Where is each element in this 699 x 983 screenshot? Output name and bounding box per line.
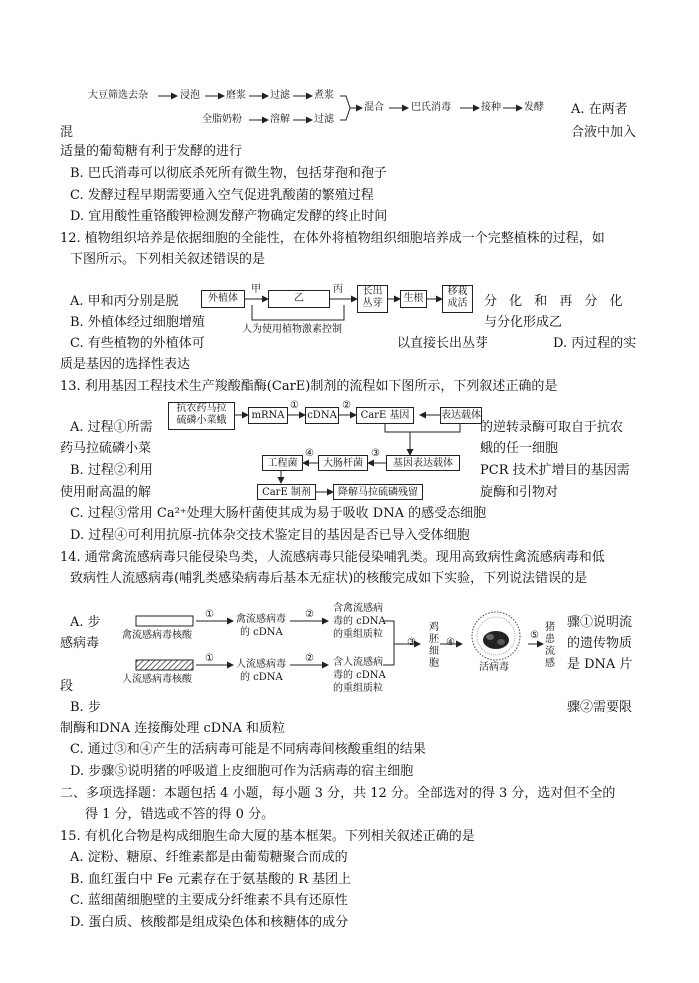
fig1-step-dissolve: 溶解 <box>270 114 290 125</box>
q13-box-source <box>168 402 235 430</box>
section2-heading-line1: 二、多项选择题：本题包括 4 小题，每小题 3 分，共 12 分。全部选对的得 3 分，选对但不全的 <box>60 786 616 801</box>
q14-step-1-bottom: ① <box>205 653 214 664</box>
q15-option-a: A. 淀粉、糖原、纤维素都是由葡萄糖聚合而成的 <box>70 850 348 865</box>
q14-human-nucleic-acid: 人流感病毒核酸 <box>122 674 192 685</box>
fig1-step-milk: 全脂奶粉 <box>202 114 242 125</box>
q12-box-yi: 乙 <box>268 290 330 308</box>
q11-option-a-part4: 适量的葡萄糖有利于发酵的进行 <box>60 144 243 159</box>
q14-option-a-part1: A. 步 <box>70 615 101 630</box>
q14-bird-plasmid-line1: 含禽流感病 <box>333 603 383 614</box>
fig1-step-filter1: 过滤 <box>270 90 290 101</box>
q12-box-roots: 生根 <box>400 290 427 308</box>
fig1-step-boil: 煮浆 <box>314 90 334 101</box>
q12-label-bing: 丙 <box>333 284 343 295</box>
q14-chick-cell-3: 细 <box>429 646 439 657</box>
q14-step-3: ③ <box>407 637 416 648</box>
q13-option-b-part3: 使用耐高温的解 <box>60 485 152 500</box>
q12-option-a-part1: A. 甲和丙分别是脱 <box>70 294 179 309</box>
q12-box-transplant <box>442 285 473 313</box>
q14-chick-cell-4: 胞 <box>429 658 439 669</box>
q14-human-plasmid-line1: 含人流感病 <box>333 657 383 668</box>
fig1-step-inoculate: 接种 <box>481 102 501 113</box>
q12-box-explant: 外植体 <box>201 290 245 308</box>
q13-option-b-part2: PCR 技术扩增目的基因需 <box>480 463 630 478</box>
q14-step-2-top: ② <box>305 609 314 620</box>
q14-pig-flu-4: 感 <box>545 658 555 669</box>
q14-option-a-part4: 的遗传物质 <box>567 636 633 651</box>
q12-option-b-part1: B. 外植体经过细胞增殖 <box>70 315 205 330</box>
q14-human-cdna-line1: 人流感病毒 <box>236 659 286 670</box>
q12-stem-line1: 12. 植物组织培养是依据细胞的全能性，在体外将植物组织细胞培养成一个完整植株的过程，如 <box>60 231 605 246</box>
q12-box-shoots <box>357 285 388 313</box>
fig1-step-mix: 混合 <box>364 102 384 113</box>
q14-stem-line2: 致病性人流感病毒(哺乳类感染病毒后基本无症状)的核酸完成如下实验，下列说法错误的是 <box>70 571 588 586</box>
q13-box-care-preparation: CarE 制剂 <box>257 484 316 500</box>
q15-stem: 15. 有机化合物是构成细胞生命大厦的基本框架。下列相关叙述正确的是 <box>60 829 475 844</box>
q12-option-a-part2: 分 化 和 再 分 化 <box>484 294 627 309</box>
q14-option-c: C. 通过③和④产生的活病毒可能是不同病毒间核酸重组的结果 <box>70 742 426 757</box>
q13-step-1: ① <box>290 400 299 411</box>
q14-bird-plasmid-line3: 的重组质粒 <box>333 629 383 640</box>
q14-pig-flu-3: 流 <box>545 646 555 657</box>
q13-box-mrna: mRNA <box>248 407 288 424</box>
q14-bird-plasmid-line2: 毒的 cDNA <box>333 616 386 627</box>
q14-option-b-part2: 骤②需要限 <box>567 700 633 715</box>
q14-chick-cell-1: 鸡 <box>429 622 439 633</box>
q14-human-cdna-line2: 的 cDNA <box>240 672 283 683</box>
q13-step-4: ④ <box>305 448 314 459</box>
q12-hormone-note: 人为使用植物激素控制 <box>242 324 342 335</box>
fig1-step-soybean: 大豆筛选去杂 <box>88 90 148 101</box>
q13-box-expression-vector: 基因表达载体 <box>386 455 460 471</box>
q14-option-a-part5: 是 DNA 片 <box>567 657 633 672</box>
q13-box-source-line2: 硫磷小菜蛾 <box>176 415 227 426</box>
q13-box-care-gene: CarE 基因 <box>356 407 414 424</box>
q11-option-a-part1: A. 在两者 <box>571 102 628 117</box>
q12-option-d-part1: D. 丙过程的实 <box>553 336 637 351</box>
q11-option-a-part3: 合液中加入 <box>571 125 637 140</box>
section2-heading-line2: 得 1 分，错选或不答的得 0 分。 <box>85 807 275 822</box>
q13-option-a-part2: 的逆转录酶可取自于抗农 <box>480 420 624 435</box>
q14-option-b-part1: B. 步 <box>70 700 101 715</box>
fig1-step-ferment: 发酵 <box>524 102 544 113</box>
fig1-step-grind: 磨浆 <box>226 90 246 101</box>
q12-box-transplant-line1: 移栽 <box>447 286 468 297</box>
q11-option-d: D. 宜用酸性重铬酸钾检测发酵产物确定发酵的终止时间 <box>70 209 388 224</box>
q13-step-3: ③ <box>371 448 380 459</box>
q14-step-4: ④ <box>446 637 455 648</box>
q13-box-vector: 表达载体 <box>440 407 482 424</box>
live-virus-icon <box>472 612 520 660</box>
q13-box-degradation: 降解马拉硫磷残留 <box>333 484 423 500</box>
q12-label-jia: 甲 <box>251 284 261 295</box>
q13-option-a-part3: 药马拉硫磷小菜 <box>60 441 152 456</box>
q14-option-d: D. 步骤⑤说明猪的呼吸道上皮细胞可作为活病毒的宿主细胞 <box>70 764 414 779</box>
q14-option-a-part6: 段 <box>60 679 74 694</box>
q15-option-c: C. 蓝细菌细胞壁的主要成分纤维素不具有还原性 <box>70 893 348 908</box>
q15-option-b: B. 血红蛋白中 Fe 元素存在于氨基酸的 R 基团上 <box>70 872 352 887</box>
q14-step-2-bottom: ② <box>305 653 314 664</box>
q11-option-a-part2: 混 <box>60 125 74 140</box>
q12-stem-line2: 下图所示。下列相关叙述错误的是 <box>70 252 266 267</box>
q12-option-c-part2: 以直接长出丛芽 <box>397 336 489 351</box>
q13-box-engineered: 工程菌 <box>262 455 303 471</box>
q14-pig-flu-1: 猪 <box>545 622 555 633</box>
q12-option-b-part2: 与分化形成乙 <box>484 315 563 330</box>
q12-box-shoots-line1: 长出 <box>362 286 383 297</box>
q14-bird-cdna-line1: 禽流感病毒 <box>236 614 286 625</box>
q13-option-a-part1: A. 过程①所需 <box>70 420 153 435</box>
fig1-step-soak: 浸泡 <box>180 90 200 101</box>
q13-step-2: ② <box>342 400 351 411</box>
q13-box-cdna: cDNA <box>305 407 339 424</box>
q14-human-plasmid-line3: 的重组质粒 <box>333 683 383 694</box>
q13-option-a-part4: 蛾的任一细胞 <box>480 441 559 456</box>
q14-step-5: ⑤ <box>530 630 539 641</box>
q12-box-shoots-line2: 丛芽 <box>362 298 383 309</box>
q14-step-1-top: ① <box>205 609 214 620</box>
q13-option-d: D. 过程④可利用抗原-抗体杂交技术鉴定目的基因是否已导入受体细胞 <box>70 528 470 543</box>
q12-option-c-part1: C. 有些植物的外植体可 <box>70 336 205 351</box>
q14-option-a-part3: 感病毒 <box>60 636 100 651</box>
q14-option-a-part2: 骤①说明流 <box>567 615 633 630</box>
q13-option-c: C. 过程③常用 Ca²⁺处理大肠杆菌使其成为易于吸收 DNA 的感受态细胞 <box>70 506 487 521</box>
q11-option-b: B. 巴氏消毒可以彻底杀死所有微生物，包括芽孢和孢子 <box>70 166 387 181</box>
q13-option-b-part1: B. 过程②利用 <box>70 463 153 478</box>
q14-chick-cell-2: 胚 <box>429 634 439 645</box>
q12-option-d-part2: 质是基因的选择性表达 <box>60 357 191 372</box>
q14-bird-cdna-line2: 的 cDNA <box>240 627 283 638</box>
q13-option-b-part4: 旋酶和引物对 <box>480 485 559 500</box>
fig1-step-filter2: 过滤 <box>314 114 334 125</box>
q13-box-source-line1: 抗农药马拉 <box>176 403 227 414</box>
q13-box-ecoli: 大肠杆菌 <box>318 455 368 471</box>
q14-option-b-part3: 制酶和DNA 连接酶处理 cDNA 和质粒 <box>60 721 286 736</box>
q15-option-d: D. 蛋白质、核酸都是组成染色体和核糖体的成分 <box>70 915 349 930</box>
q11-option-c: C. 发酵过程早期需要通入空气促进乳酸菌的繁殖过程 <box>70 188 374 203</box>
q14-stem-line1: 14. 通常禽流感病毒只能侵染鸟类，人流感病毒只能侵染哺乳类。现用高致病性禽流感病毒和低 <box>60 550 605 565</box>
q13-stem: 13. 利用基因工程技术生产羧酸酯酶(CarE)制剂的流程如下图所示，下列叙述正确的是 <box>60 379 558 394</box>
q12-box-transplant-line2: 成活 <box>447 298 468 309</box>
q14-human-plasmid-line2: 毒的 cDNA <box>333 670 386 681</box>
fig1-step-pasteurize: 巴氏消毒 <box>411 102 451 113</box>
q14-pig-flu-2: 患 <box>545 634 555 645</box>
q14-bird-nucleic-acid: 禽流感病毒核酸 <box>122 630 192 641</box>
q14-live-virus-label: 活病毒 <box>479 662 509 673</box>
